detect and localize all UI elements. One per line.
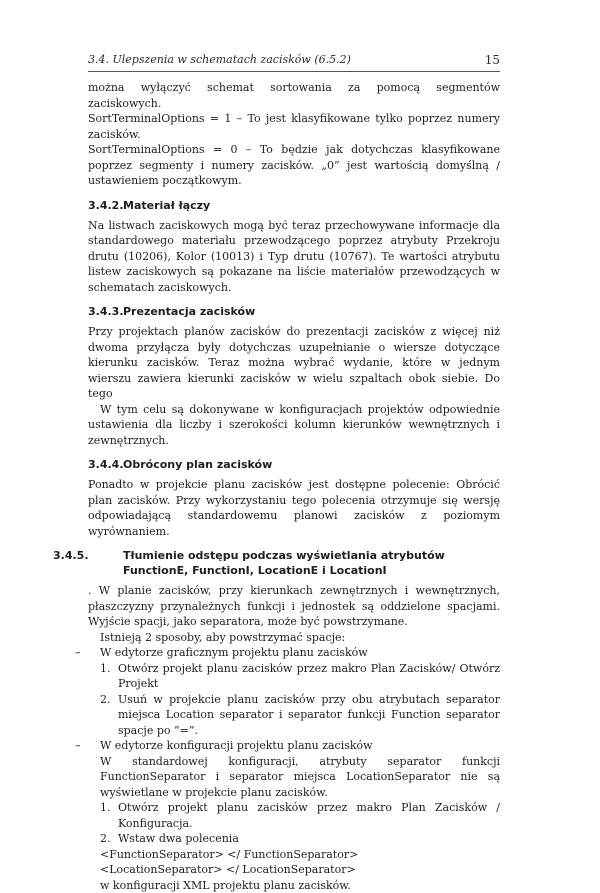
list-text: Otwórz projekt planu zacisków przez makro Plan Zacisków / Konfiguracja. [118, 800, 500, 831]
bullet-item [88, 645, 500, 661]
code-line: <FunctionSeparator> </ FunctionSeparator> [88, 847, 500, 863]
list-item [88, 661, 500, 692]
code-line: <LocationSeparator> </ LocationSeparator> [88, 862, 500, 878]
section-title: Obrócony plan zacisków [123, 458, 272, 471]
intro-line-1: można wyłączyć schemat sortowania za pomocą segmentów zaciskowych. [88, 80, 500, 111]
paragraph: Ponadto w projekcie planu zacisków jest dostępne polecenie: Obrócić plan zacisków. Przy wykorzystaniu tego polecenia otrzymuje się wersję odpowiadającą standardowemu planowi zacisków z poziomym wyrównaniem. [88, 477, 500, 539]
intro-line-2: SortTerminalOptions = 1 – To jest klasyfikowane tylko poprzez numery zacisków. [88, 111, 500, 142]
list-item [88, 692, 500, 739]
section-heading-3-4-2 [88, 198, 500, 213]
document-body [88, 80, 500, 893]
section-number: 3.4.2. [88, 198, 123, 213]
bullet-item [88, 738, 500, 754]
section-heading-3-4-5 [88, 548, 500, 578]
paragraph: Istnieją 2 sposoby, aby powstrzymać spacje: [88, 630, 500, 646]
dash-bullet: – [75, 738, 81, 754]
section-title: Tłumienie odstępu podczas wyświetlania atrybutów FunctionE, FunctionI, LocationE i LocationI [123, 549, 445, 577]
section-title: Prezentacja zacisków [123, 305, 255, 318]
header-rule [88, 71, 500, 72]
intro-line-3: SortTerminalOptions = 0 – To będzie jak dotychczas klasyfikowane poprzez segmenty i numery zacisków. „0” jest wartością domyślną / ustawieniem początkowym. [88, 142, 500, 189]
section-heading-3-4-4 [88, 457, 500, 472]
list-text: Usuń w projekcie planu zacisków przy obu atrybutach separator miejsca Location separator i separator funkcji Function separator spacje po ”=”. [118, 692, 500, 739]
section-title: Materiał łączy [123, 199, 210, 212]
bullet-text: W edytorze graficznym projektu planu zacisków [100, 646, 368, 659]
list-number: 1. [100, 800, 111, 816]
paragraph: W tym celu są dokonywane w konfiguracjach projektów odpowiednie ustawienia dla liczby i szerokości kolumn kierunków wewnętrznych i zewnętrznych. [88, 402, 500, 449]
paragraph: w konfiguracji XML projektu planu zacisków. [88, 878, 500, 893]
section-number: 3.4.5. [88, 548, 123, 563]
list-text: Wstaw dwa polecenia [118, 831, 500, 847]
paragraph: Na listwach zaciskowych mogą być teraz przechowywane informacje dla standardowego materiału przewodzącego poprzez atrybuty Przekroju drutu (10206), Kolor (10013) i Typ drutu (10767). Te wartości atrybutu listew zaciskowych są pokazane na liście materiałów przewodzących w schematach zaciskowych. [88, 218, 500, 296]
paragraph: Przy projektach planów zacisków do prezentacji zacisków z więcej niż dwoma przyłącza były dotychczas uzupełnianie o wiersze dotyczące kierunku zacisków. Teraz można wybrać wydanie, które w jednym wierszu zawiera kierunki zacisków w wielu szpaltach obok siebie. Do tego [88, 324, 500, 402]
paragraph: W standardowej konfiguracji, atrybuty separator funkcji FunctionSeparator i separator miejsca LocationSeparator nie są wyświetlane w projekcie planu zacisków. [88, 754, 500, 801]
section-number: 3.4.4. [88, 457, 123, 472]
list-number: 1. [100, 661, 111, 677]
section-number: 3.4.3. [88, 304, 123, 319]
section-heading-3-4-3 [88, 304, 500, 319]
list-item [88, 800, 500, 831]
running-header [88, 53, 500, 67]
list-number: 2. [100, 692, 111, 708]
list-text: Otwórz projekt planu zacisków przez makro Plan Zacisków/ Otwórz Projekt [118, 661, 500, 692]
paragraph: . W planie zacisków, przy kierunkach zewnętrznych i wewnętrznych, płaszczyzny przynależnych funkcji i jednostek są oddzielone spacjami. Wyjście spacji, jako separatora, może być powstrzymane. [88, 583, 500, 630]
bullet-text: W edytorze konfiguracji projektu planu zacisków [100, 739, 373, 752]
list-number: 2. [100, 831, 111, 847]
list-item [88, 831, 500, 847]
page-number: 15 [485, 53, 500, 67]
dash-bullet: – [75, 645, 81, 661]
running-title: 3.4. Ulepszenia w schematach zacisków (6.5.2) [88, 53, 351, 66]
